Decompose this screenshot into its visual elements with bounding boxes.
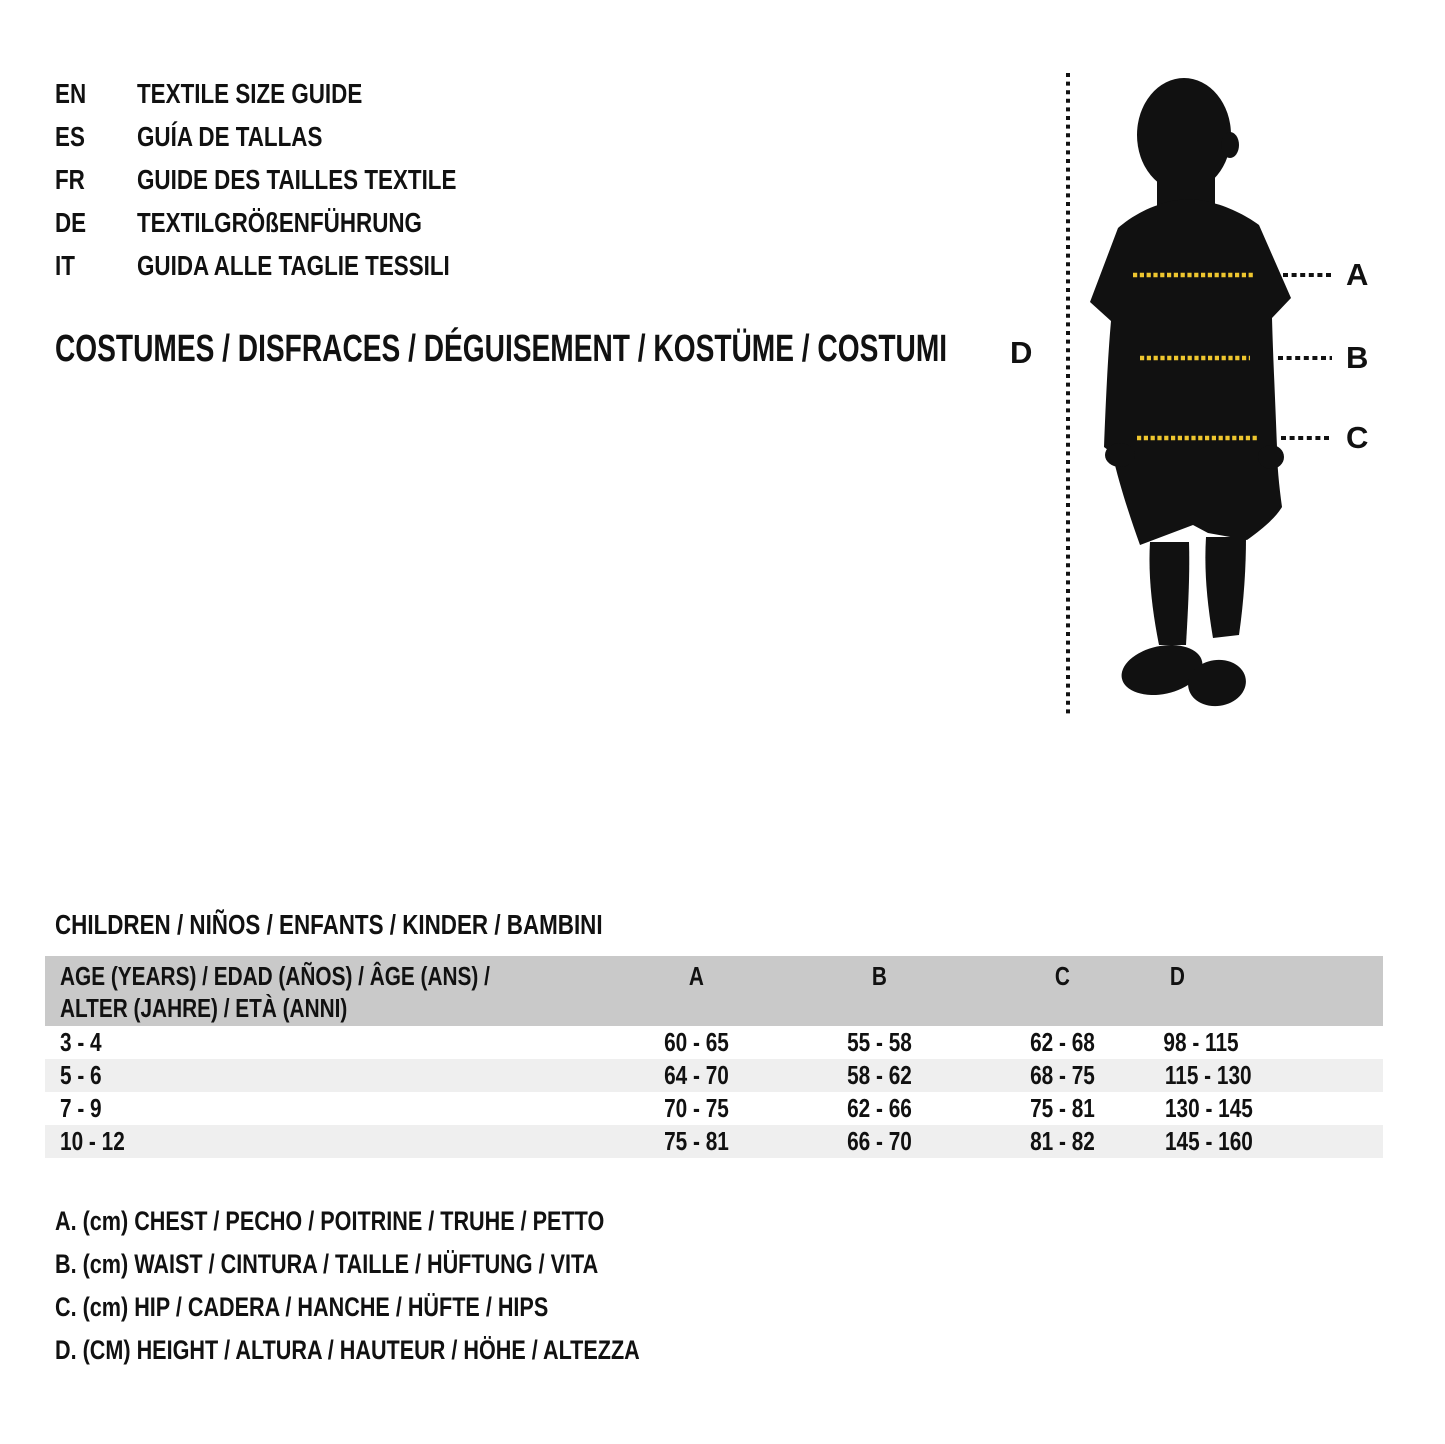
height-value-cell: 98 - 115 — [1163, 1027, 1239, 1057]
legend-row: D. (CM) HEIGHT / ALTURA / HAUTEUR / HÖHE / ALTEZZA — [55, 1335, 640, 1365]
chest-value-cell: 70 - 75 — [664, 1093, 729, 1123]
hip-value-cell: 68 - 75 — [1030, 1060, 1095, 1090]
language-row — [55, 201, 536, 244]
language-title-list — [55, 72, 536, 287]
age-cell: 5 - 6 — [60, 1060, 102, 1090]
table-row — [45, 1125, 1383, 1158]
language-code: EN — [55, 78, 87, 109]
child-silhouette — [1090, 78, 1291, 710]
hip-label: C — [1346, 420, 1369, 455]
table-row — [45, 1026, 1383, 1059]
guide-title: TEXTILE SIZE GUIDE — [137, 78, 363, 109]
waist-value-cell: 66 - 70 — [847, 1126, 912, 1156]
language-row — [55, 158, 536, 201]
legend-row: B. (cm) WAIST / CINTURA / TAILLE / HÜFTUNG / VITA — [55, 1249, 599, 1279]
guide-title: GUÍA DE TALLAS — [137, 121, 323, 152]
language-code: DE — [55, 207, 87, 238]
age-cell: 3 - 4 — [60, 1027, 102, 1057]
height-value-cell: 115 - 130 — [1164, 1060, 1252, 1090]
chest-label: A — [1346, 257, 1369, 292]
table-row — [45, 1092, 1383, 1125]
age-cell: 10 - 12 — [60, 1126, 125, 1156]
table-row — [45, 1059, 1383, 1092]
size-table-header — [45, 956, 1383, 1026]
waist-label: B — [1346, 340, 1369, 375]
hip-value-cell: 81 - 82 — [1030, 1126, 1095, 1156]
language-code: FR — [55, 164, 85, 195]
language-code: ES — [55, 121, 85, 152]
size-table-body — [45, 1026, 1383, 1158]
height-label: D — [1010, 335, 1033, 370]
chest-value-cell: 60 - 65 — [664, 1027, 729, 1057]
legend-row: C. (cm) HIP / CADERA / HANCHE / HÜFTE / HIPS — [55, 1292, 549, 1322]
language-row — [55, 115, 536, 158]
height-value-cell: 145 - 160 — [1164, 1126, 1253, 1156]
guide-title: TEXTILGRÖßENFÜHRUNG — [137, 207, 422, 238]
height-value-cell: 130 - 145 — [1164, 1093, 1253, 1123]
age-column-header: AGE (YEARS) / EDAD (AÑOS) / ÂGE (ANS) / ALTER (JAHRE) / ETÀ (ANNI) — [60, 961, 490, 1023]
section-title-children: CHILDREN / NIÑOS / ENFANTS / KINDER / BAMBINI — [55, 909, 603, 940]
language-code: IT — [55, 250, 75, 281]
guide-title: GUIDE DES TAILLES TEXTILE — [137, 164, 457, 195]
measure-column-header: C — [1054, 961, 1071, 991]
measurement-legend — [55, 1200, 786, 1372]
measure-column-header: A — [688, 961, 705, 991]
child-silhouette-figure — [1060, 55, 1370, 725]
chest-value-cell: 75 - 81 — [664, 1126, 729, 1156]
chest-value-cell: 64 - 70 — [664, 1060, 729, 1090]
waist-value-cell: 55 - 58 — [847, 1027, 912, 1057]
hip-value-cell: 62 - 68 — [1030, 1027, 1095, 1057]
size-table — [45, 956, 1383, 1158]
measure-column-header: D — [1169, 961, 1185, 991]
waist-value-cell: 62 - 66 — [847, 1093, 912, 1123]
hip-value-cell: 75 - 81 — [1030, 1093, 1095, 1123]
category-title: COSTUMES / DISFRACES / DÉGUISEMENT / KOSTÜME / COSTUMI — [55, 328, 948, 370]
measure-column-header: B — [871, 961, 888, 991]
legend-row: A. (cm) CHEST / PECHO / POITRINE / TRUHE / PETTO — [55, 1206, 605, 1236]
language-row — [55, 72, 536, 115]
age-cell: 7 - 9 — [60, 1093, 102, 1123]
waist-value-cell: 58 - 62 — [847, 1060, 912, 1090]
guide-title: GUIDA ALLE TAGLIE TESSILI — [137, 250, 450, 281]
language-row — [55, 244, 536, 287]
